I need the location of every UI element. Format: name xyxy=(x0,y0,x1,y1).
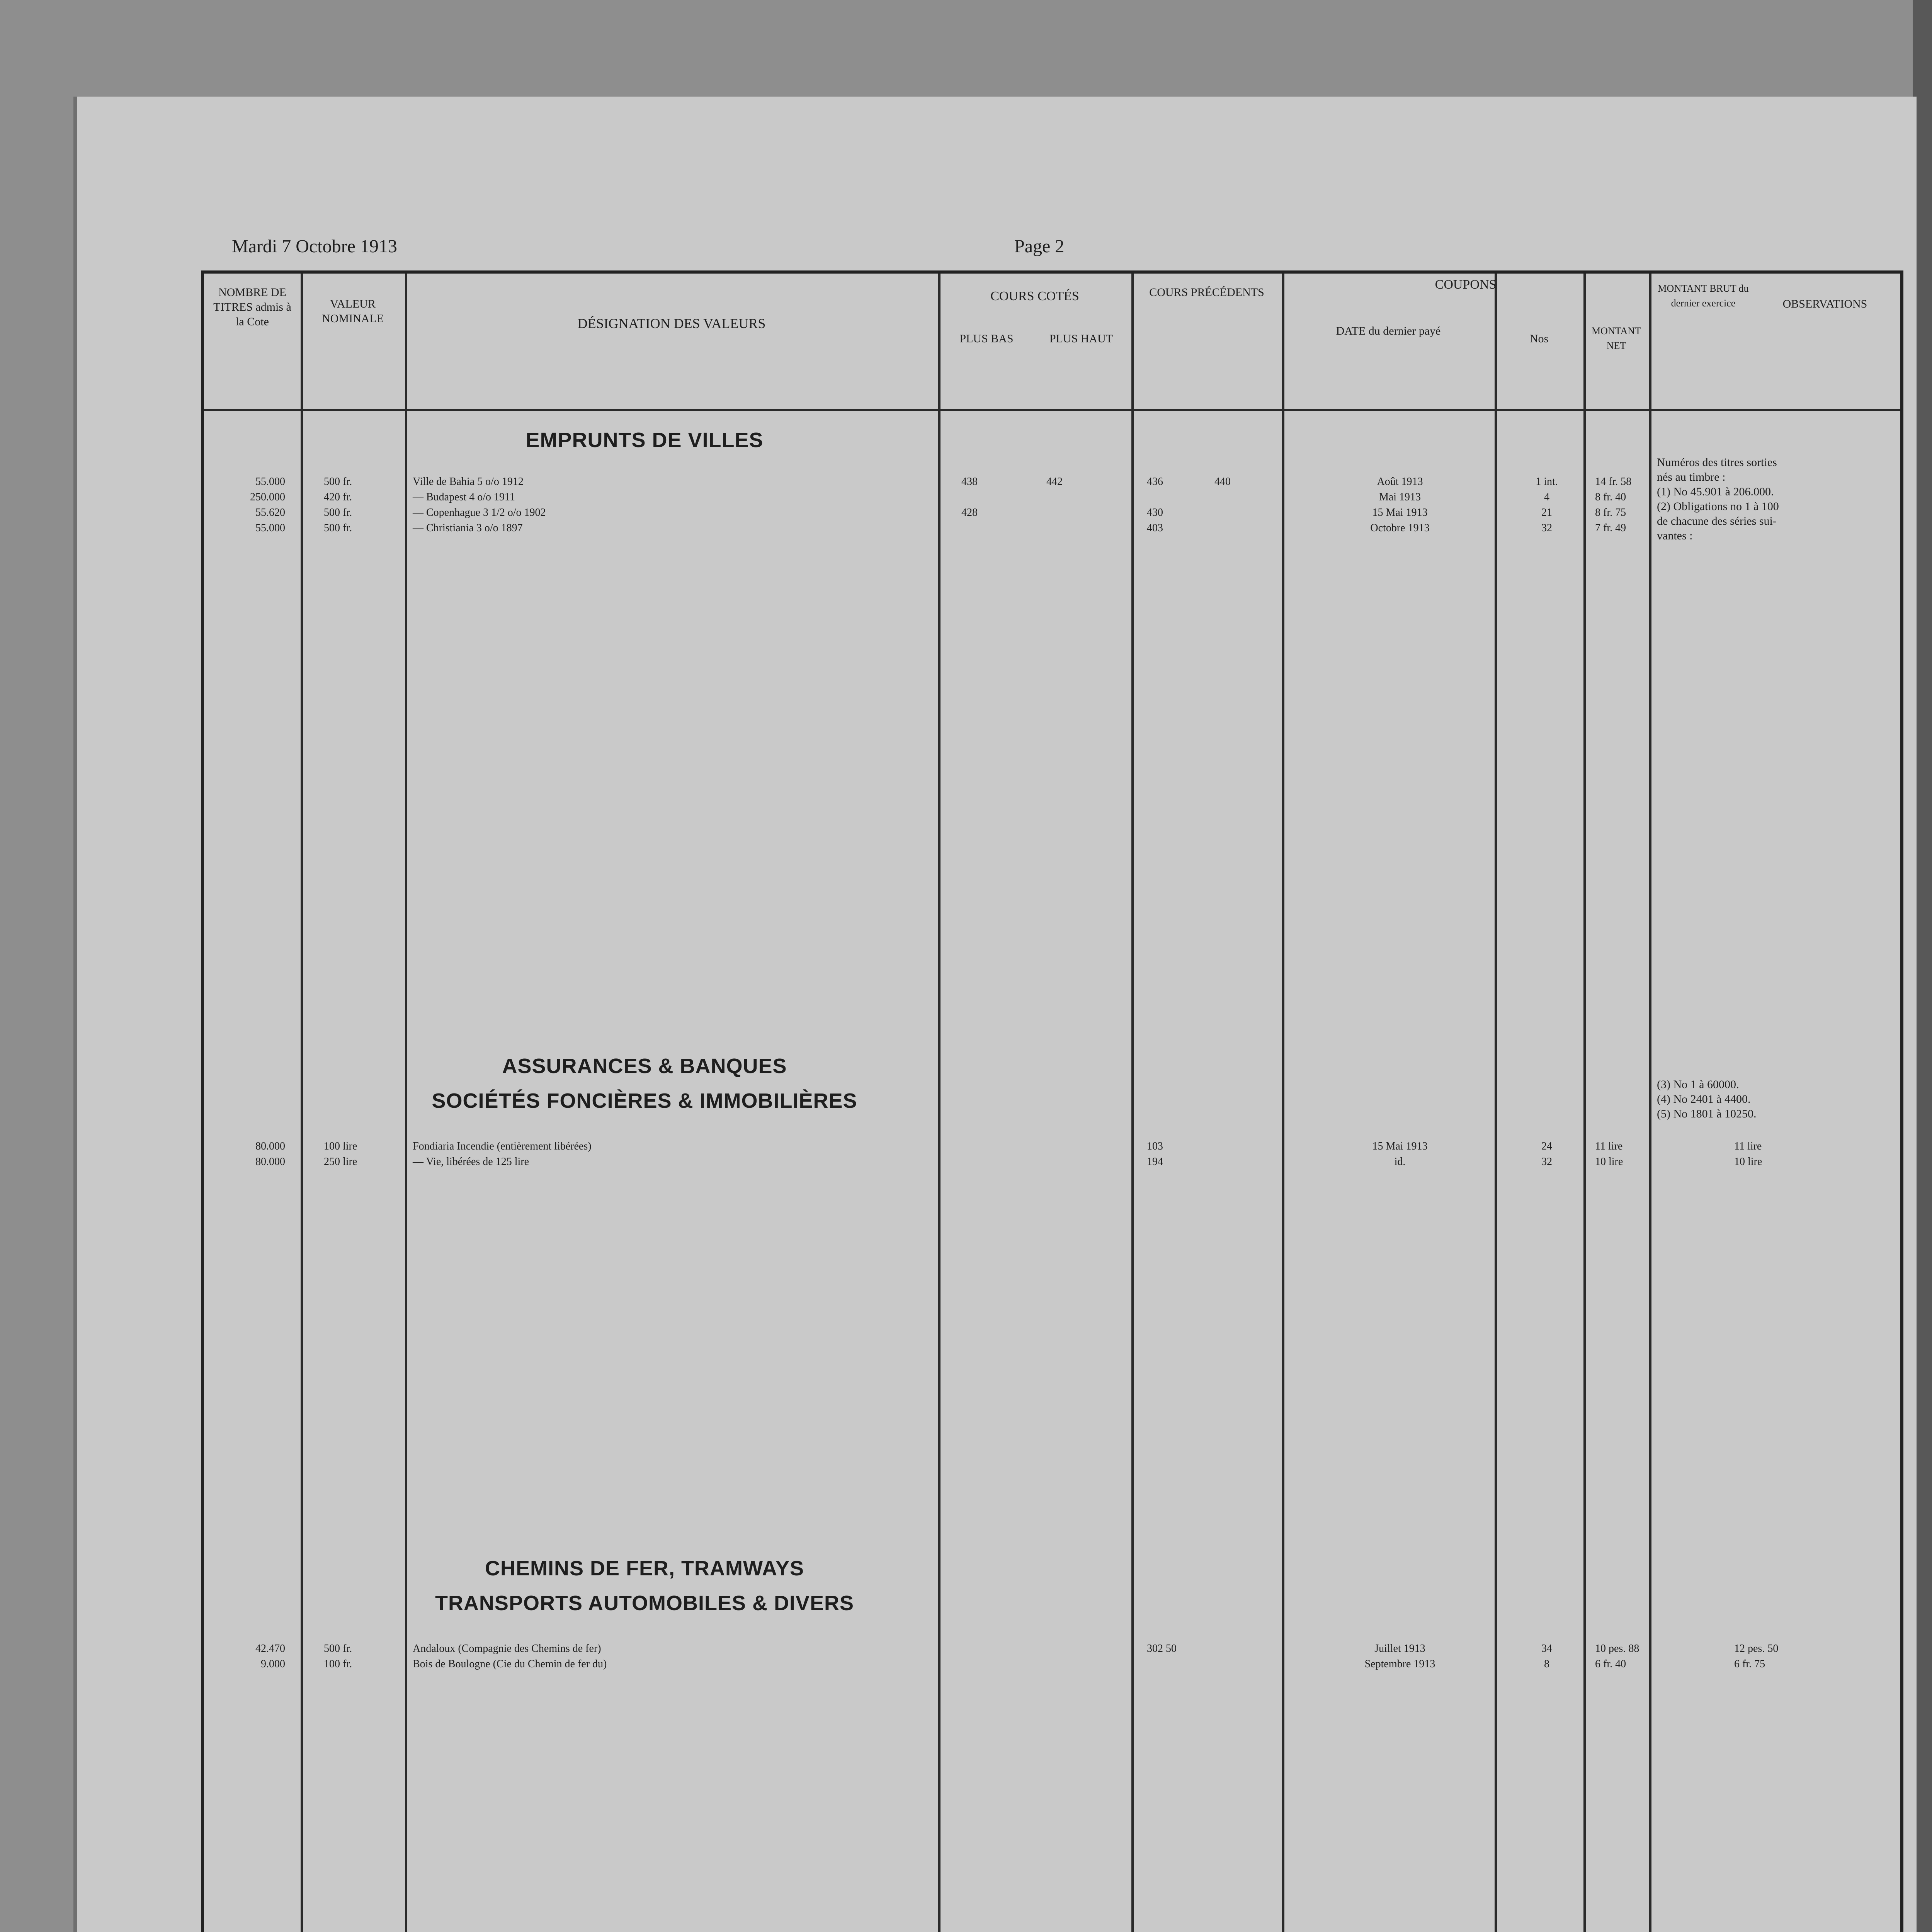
table-cell-pb: 103 xyxy=(1147,1140,1163,1152)
col-header-observations: OBSERVATIONS xyxy=(1782,298,1867,310)
table-cell-cn: 34 xyxy=(1541,1643,1552,1655)
table-cell-n: 55.000 xyxy=(255,522,285,534)
table-cell-pb: 403 xyxy=(1147,522,1163,534)
section-subtitle: TRANSPORTS AUTOMOBILES & DIVERS xyxy=(435,1592,854,1615)
table-cell-h: 442 xyxy=(1046,476,1063,488)
table-cell-v: 100 lire xyxy=(324,1140,357,1152)
table-cell-d: — Vie, libérées de 125 lire xyxy=(413,1156,529,1168)
table-cell-dt: Juillet 1913 xyxy=(1374,1643,1425,1655)
table-cell-dt: Mai 1913 xyxy=(1379,491,1421,503)
table-row xyxy=(204,474,1649,489)
col-header-designation: DÉSIGNATION DES VALEURS xyxy=(577,316,766,331)
col-header-valeur: VALEUR NOMINALE xyxy=(322,298,384,325)
table-cell-cn: 4 xyxy=(1544,491,1549,503)
table-cell-pb: 436 xyxy=(1147,476,1163,488)
table-row xyxy=(204,1155,1762,1169)
table-cell-n: 55.000 xyxy=(255,476,285,488)
table-cell-cn: 24 xyxy=(1541,1140,1552,1152)
table-header xyxy=(204,274,1900,411)
col-header-plus-haut: PLUS HAUT xyxy=(1049,332,1113,345)
table-cell-v: 100 fr. xyxy=(324,1658,352,1670)
col-header-cours-cotes: COURS COTÉS xyxy=(990,289,1079,303)
table-cell-v: 250 lire xyxy=(324,1156,357,1168)
col-header-date: DATE du dernier payé xyxy=(1336,325,1441,337)
table-row xyxy=(204,1657,1765,1672)
col-header-plus-bas: PLUS BAS xyxy=(959,332,1014,345)
table-row xyxy=(204,521,1649,536)
table-cell-dt: Août 1913 xyxy=(1377,476,1423,488)
col-header-numero: Nos xyxy=(1529,332,1549,345)
table-cell-n: 80.000 xyxy=(255,1156,285,1168)
table-cell-pb: 194 xyxy=(1147,1156,1163,1168)
table-cell-cn: 32 xyxy=(1541,1156,1552,1168)
table-cell-mb: 10 lire xyxy=(1734,1156,1762,1168)
col-header-nombre: NOMBRE DE TITRES admis à la Cote xyxy=(213,286,291,328)
table-cell-pb: 302 50 xyxy=(1147,1643,1177,1655)
table-cell-dt: 15 Mai 1913 xyxy=(1372,507,1428,519)
table-cell-n: 250.000 xyxy=(250,491,285,503)
table-cell-mb: 12 pes. 50 xyxy=(1734,1643,1779,1655)
table-cell-mn: 7 fr. 49 xyxy=(1595,522,1626,534)
col-header-coupons: COUPONS xyxy=(1435,277,1497,292)
table-cell-v: 500 fr. xyxy=(324,522,352,534)
table-row xyxy=(204,1641,1779,1656)
table-cell-v: 500 fr. xyxy=(324,1643,352,1655)
table-cell-v: 500 fr. xyxy=(324,476,352,488)
table-cell-cn: 8 xyxy=(1544,1658,1549,1670)
table-cell-mn: 11 lire xyxy=(1595,1140,1623,1152)
table-cell-mb: 11 lire xyxy=(1734,1140,1762,1152)
table-cell-pb: 430 xyxy=(1147,507,1163,519)
table-cell-b: 438 xyxy=(961,476,978,488)
table-cell-d: — Christiania 3 o/o 1897 xyxy=(413,522,523,534)
section-title: CHEMINS DE FER, TRAMWAYS xyxy=(485,1557,804,1580)
observations-note: Numéros des titres sorties nés au timbre : (1) No 45.901 à 206.000. (2) Obligations no 1 à 100 de chacune des séries sui- vantes : xyxy=(1657,456,1779,542)
section-subtitle: SOCIÉTÉS FONCIÈRES & IMMOBILIÈRES xyxy=(432,1089,857,1112)
table-cell-mb: 6 fr. 75 xyxy=(1734,1658,1765,1670)
observations-note: (3) No 1 à 60000. (4) No 2401 à 4400. (5) No 1801 à 10250. xyxy=(1657,1078,1757,1120)
table-cell-d: — Budapest 4 o/o 1911 xyxy=(413,491,515,503)
col-header-montant-net: MONTANT NET xyxy=(1592,325,1641,351)
table-cell-dt: Octobre 1913 xyxy=(1370,522,1430,534)
table-cell-mn: 6 fr. 40 xyxy=(1595,1658,1626,1670)
table-cell-mn: 8 fr. 40 xyxy=(1595,491,1626,503)
table-cell-v: 500 fr. xyxy=(324,507,352,519)
table-cell-b: 428 xyxy=(961,507,978,519)
table-cell-mn: 8 fr. 75 xyxy=(1595,507,1626,519)
table-row xyxy=(204,490,1649,505)
table-cell-mn: 10 lire xyxy=(1595,1156,1623,1168)
table-cell-d: Ville de Bahia 5 o/o 1912 xyxy=(413,476,524,488)
table-cell-n: 42.470 xyxy=(255,1643,285,1655)
table-row xyxy=(204,505,1649,520)
table-cell-dt: id. xyxy=(1394,1156,1406,1168)
table-cell-d: Bois de Boulogne (Cie du Chemin de fer du) xyxy=(413,1658,607,1670)
table-cell-d: Fondiaria Incendie (entièrement libérées) xyxy=(413,1140,592,1152)
table-cell-dt: Septembre 1913 xyxy=(1364,1658,1435,1670)
section-title: ASSURANCES & BANQUES xyxy=(502,1054,787,1078)
table-row xyxy=(204,1139,1762,1154)
table-cell-cn: 21 xyxy=(1541,507,1552,519)
quotation-table xyxy=(201,270,1903,1932)
table-cell-n: 80.000 xyxy=(255,1140,285,1152)
col-header-cours-precedents: COURS PRÉCÉDENTS xyxy=(1149,286,1264,299)
table-cell-n: 9.000 xyxy=(261,1658,285,1670)
column-rule xyxy=(1649,274,1651,1932)
table-cell-mn: 10 pes. 88 xyxy=(1595,1643,1639,1655)
section-title: EMPRUNTS DE VILLES xyxy=(526,429,764,452)
table-cell-mn: 14 fr. 58 xyxy=(1595,476,1632,488)
table-cell-d: — Copenhague 3 1/2 o/o 1902 xyxy=(413,507,546,519)
page-number: Page 2 xyxy=(1014,236,1065,257)
table-cell-dt: 15 Mai 1913 xyxy=(1372,1140,1428,1152)
col-header-montant-brut: MONTANT BRUT du dernier exercice xyxy=(1658,283,1749,309)
table-cell-d: Andaloux (Compagnie des Chemins de fer) xyxy=(413,1643,601,1655)
table-cell-ph: 440 xyxy=(1214,476,1231,488)
table-cell-n: 55.620 xyxy=(255,507,285,519)
table-cell-cn: 1 int. xyxy=(1536,476,1558,488)
table-cell-cn: 32 xyxy=(1541,522,1552,534)
table-cell-v: 420 fr. xyxy=(324,491,352,503)
issue-date: Mardi 7 Octobre 1913 xyxy=(232,236,397,257)
